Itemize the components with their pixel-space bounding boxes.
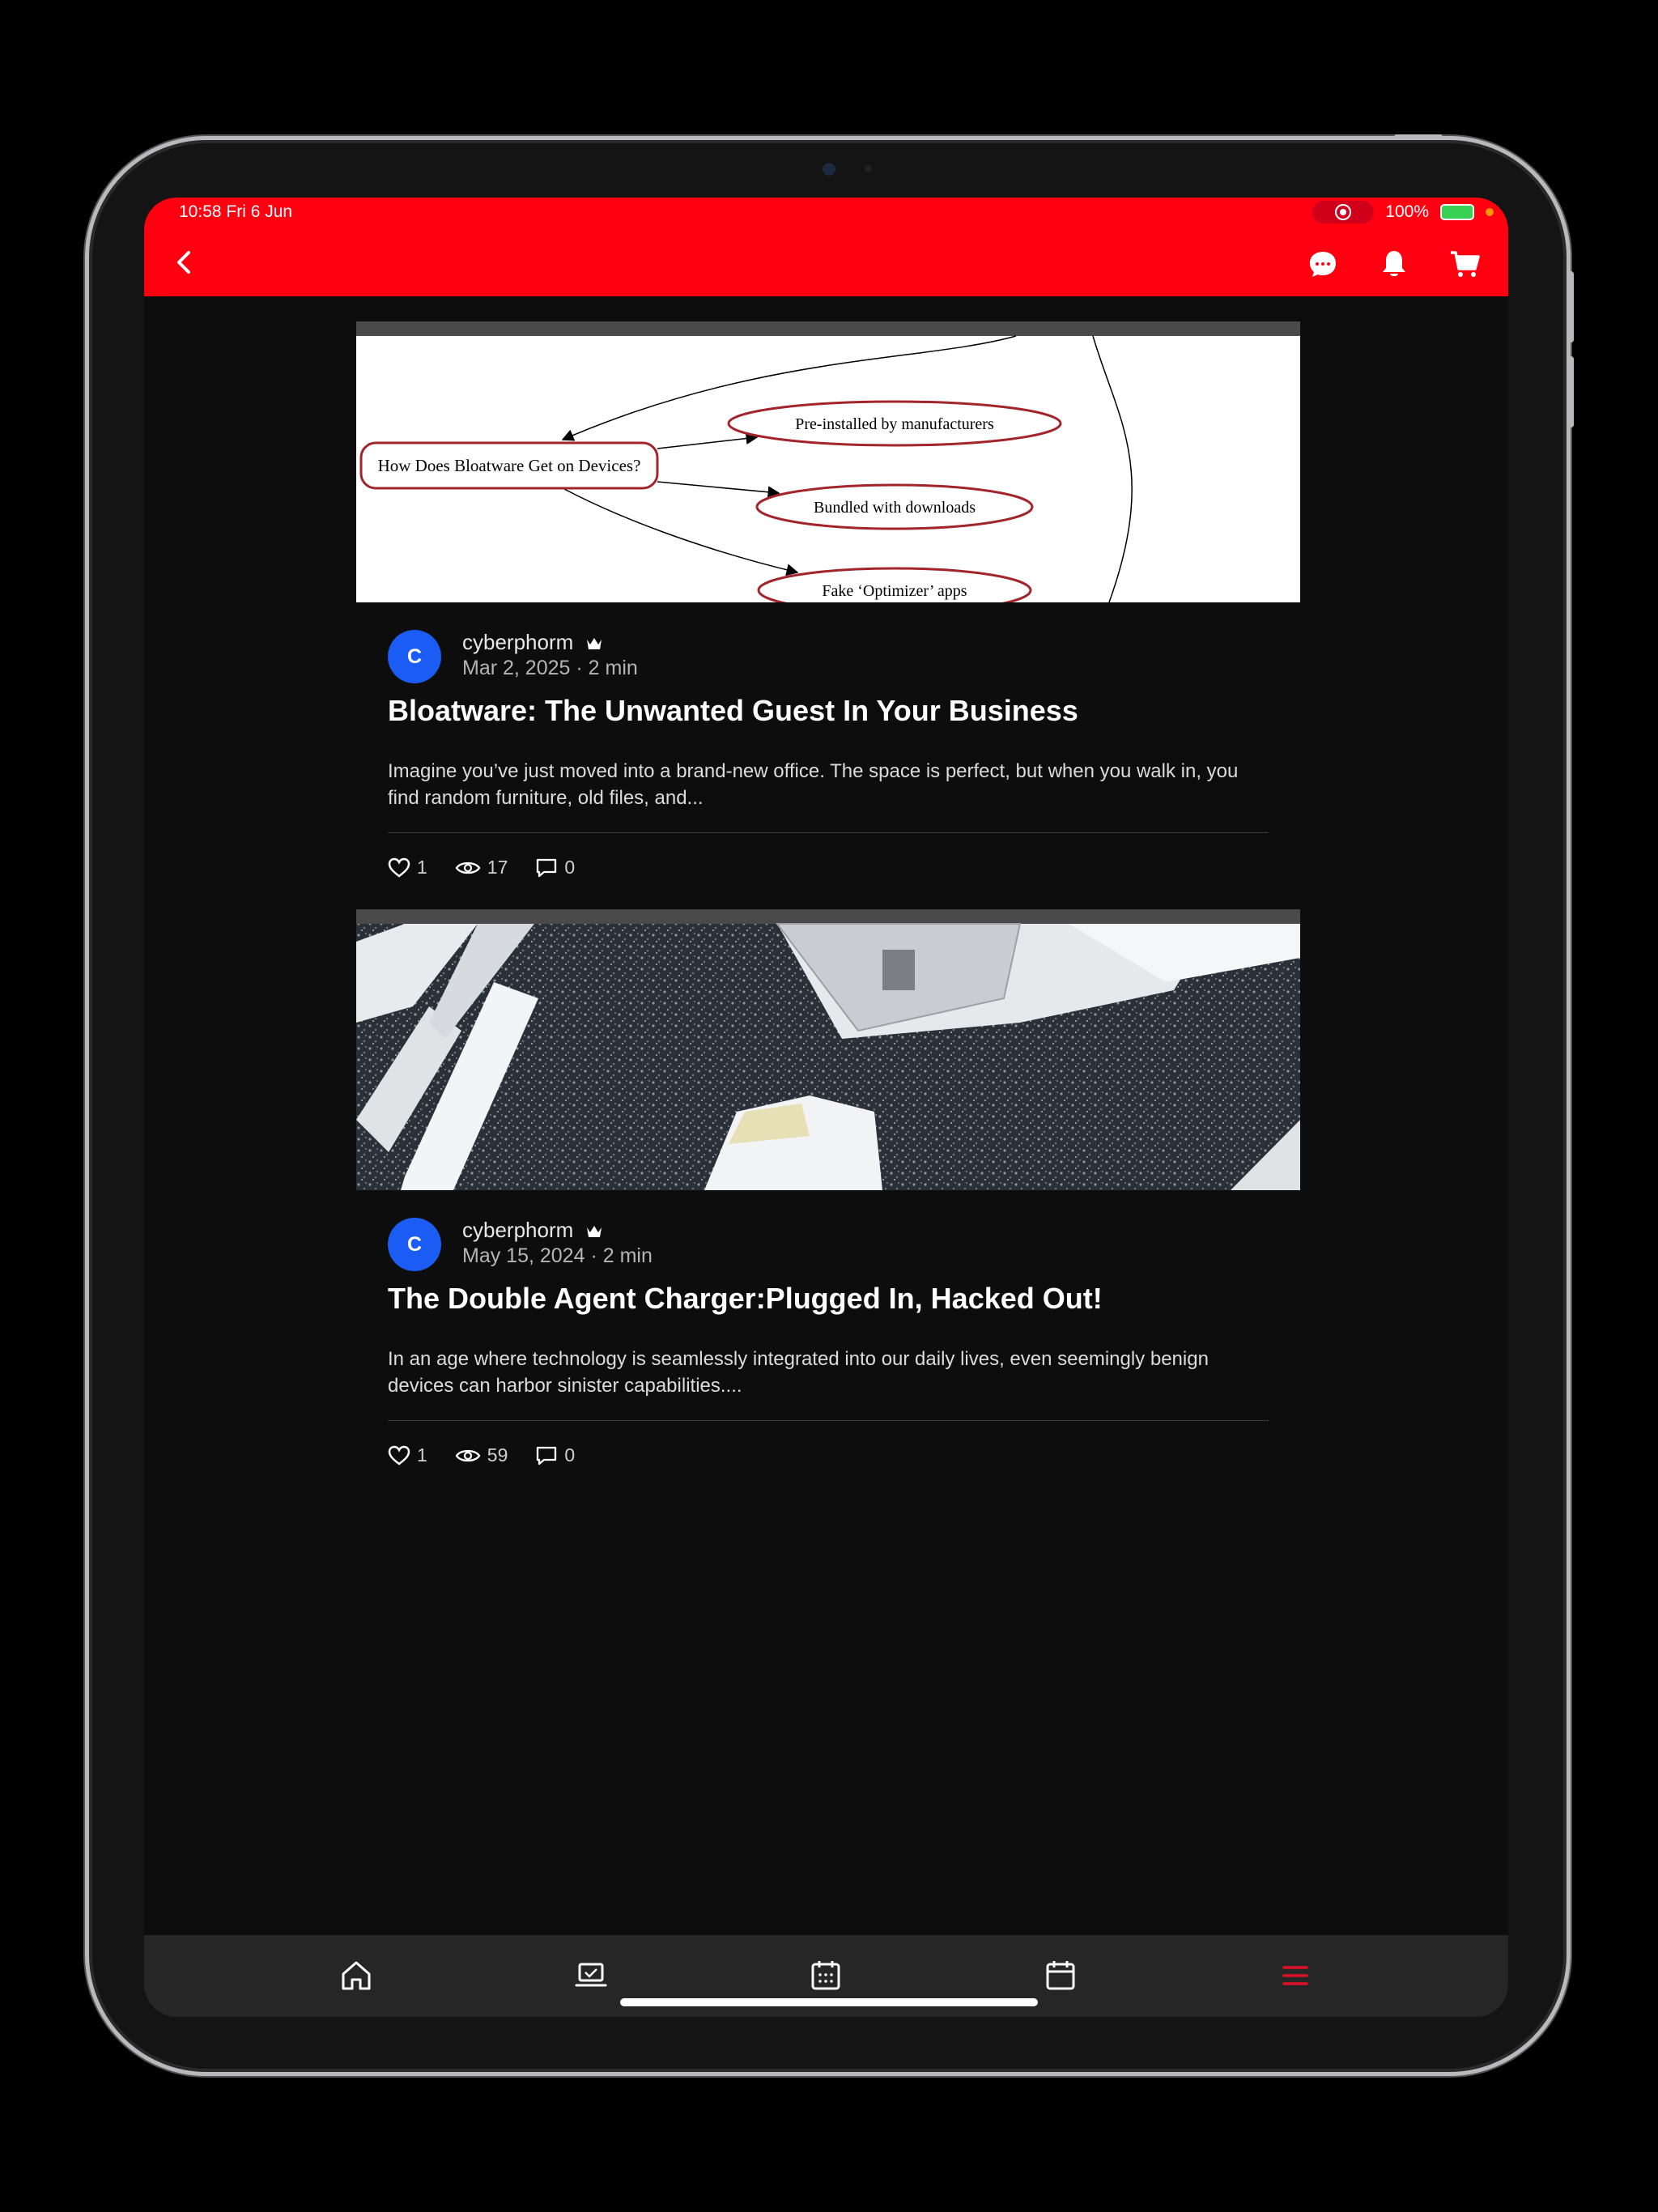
comment-icon xyxy=(535,1445,558,1466)
bell-icon[interactable] xyxy=(1378,248,1410,280)
charger-photo xyxy=(356,909,1300,1190)
avatar[interactable]: C xyxy=(388,630,441,683)
views-stat xyxy=(455,1444,508,1466)
screen-record-indicator xyxy=(1312,201,1374,223)
home-indicator[interactable] xyxy=(620,1998,1038,2006)
device-volume-up xyxy=(1568,271,1574,342)
avatar[interactable]: C xyxy=(388,1218,441,1271)
post-cover-image[interactable] xyxy=(356,909,1300,1190)
diagram-node-label: Pre-installed by manufacturers xyxy=(795,415,994,433)
comment-count: 0 xyxy=(564,857,576,878)
status-time: 10:58 Fri 6 Jun xyxy=(179,202,293,221)
post-date: Mar 2, 2025 xyxy=(462,657,571,679)
battery-percent: 100% xyxy=(1385,202,1429,221)
post-title[interactable]: Bloatware: The Unwanted Guest In Your Business xyxy=(388,694,1078,727)
diagram-center-label: How Does Bloatware Get on Devices? xyxy=(377,456,641,475)
comments-button[interactable] xyxy=(535,857,575,878)
read-time: 2 min xyxy=(602,1244,653,1267)
author-name: cyberphorm xyxy=(462,1218,574,1242)
battery-icon xyxy=(1440,204,1474,220)
mic-indicator-dot xyxy=(1486,208,1494,216)
heart-icon xyxy=(388,857,410,878)
diagram-node-label: Fake ‘Optimizer’ apps xyxy=(822,582,967,600)
crown-icon xyxy=(586,1224,602,1239)
post-date: May 15, 2024 xyxy=(462,1244,585,1267)
bloatware-diagram xyxy=(356,321,1300,602)
device-button-top xyxy=(1394,134,1443,139)
post-meta: Mar 2, 2025 · 2 min xyxy=(462,657,638,679)
calendar-icon[interactable] xyxy=(1043,1958,1078,1993)
device-volume-down xyxy=(1568,356,1574,428)
read-time: 2 min xyxy=(588,657,638,679)
chat-icon[interactable] xyxy=(1307,248,1339,280)
cart-icon[interactable] xyxy=(1449,248,1482,280)
divider xyxy=(388,1420,1269,1421)
comments-button[interactable] xyxy=(535,1444,575,1466)
post-cover-image[interactable] xyxy=(356,321,1300,602)
view-count: 59 xyxy=(487,1444,508,1465)
post-excerpt[interactable]: Imagine you’ve just moved into a brand-new office. The space is perfect, but when you walk in, you find random furniture, old files, and... xyxy=(388,760,1239,809)
calendar-grid-icon[interactable] xyxy=(808,1958,844,1993)
post-card[interactable] xyxy=(356,909,1300,1492)
crown-icon xyxy=(586,636,602,651)
status-right xyxy=(1312,201,1494,223)
home-icon[interactable] xyxy=(338,1958,374,1993)
comment-count: 0 xyxy=(564,1444,576,1465)
view-count: 17 xyxy=(487,857,508,878)
heart-icon xyxy=(388,1445,410,1466)
menu-icon[interactable] xyxy=(1278,1958,1313,1993)
like-count: 1 xyxy=(417,857,427,878)
comment-icon xyxy=(535,857,558,878)
camera-sensor xyxy=(865,165,872,172)
app-screen xyxy=(144,198,1508,2017)
post-meta: May 15, 2024 · 2 min xyxy=(462,1244,653,1267)
divider xyxy=(388,832,1269,833)
post-excerpt[interactable]: In an age where technology is seamlessly integrated into our daily lives, even seemingly benign devices can harbor sinister capabilities.... xyxy=(388,1348,1209,1397)
eye-icon xyxy=(455,1447,481,1465)
post-title[interactable]: The Double Agent Charger:Plugged In, Hacked Out! xyxy=(388,1282,1103,1315)
like-button[interactable] xyxy=(388,1444,427,1466)
diagram-node-label: Bundled with downloads xyxy=(814,499,976,517)
laptop-check-icon[interactable] xyxy=(573,1958,609,1993)
back-icon[interactable] xyxy=(168,246,201,279)
author-name: cyberphorm xyxy=(462,630,574,654)
author-name-row[interactable] xyxy=(462,1218,602,1243)
like-count: 1 xyxy=(417,1444,427,1465)
views-stat xyxy=(455,857,508,878)
app-header xyxy=(144,198,1508,296)
like-button[interactable] xyxy=(388,857,427,878)
post-stats xyxy=(388,857,602,878)
post-stats xyxy=(388,1444,602,1466)
eye-icon xyxy=(455,859,481,877)
author-name-row[interactable] xyxy=(462,630,602,655)
post-card[interactable] xyxy=(356,321,1300,904)
front-camera xyxy=(823,163,835,176)
record-icon xyxy=(1335,204,1351,220)
